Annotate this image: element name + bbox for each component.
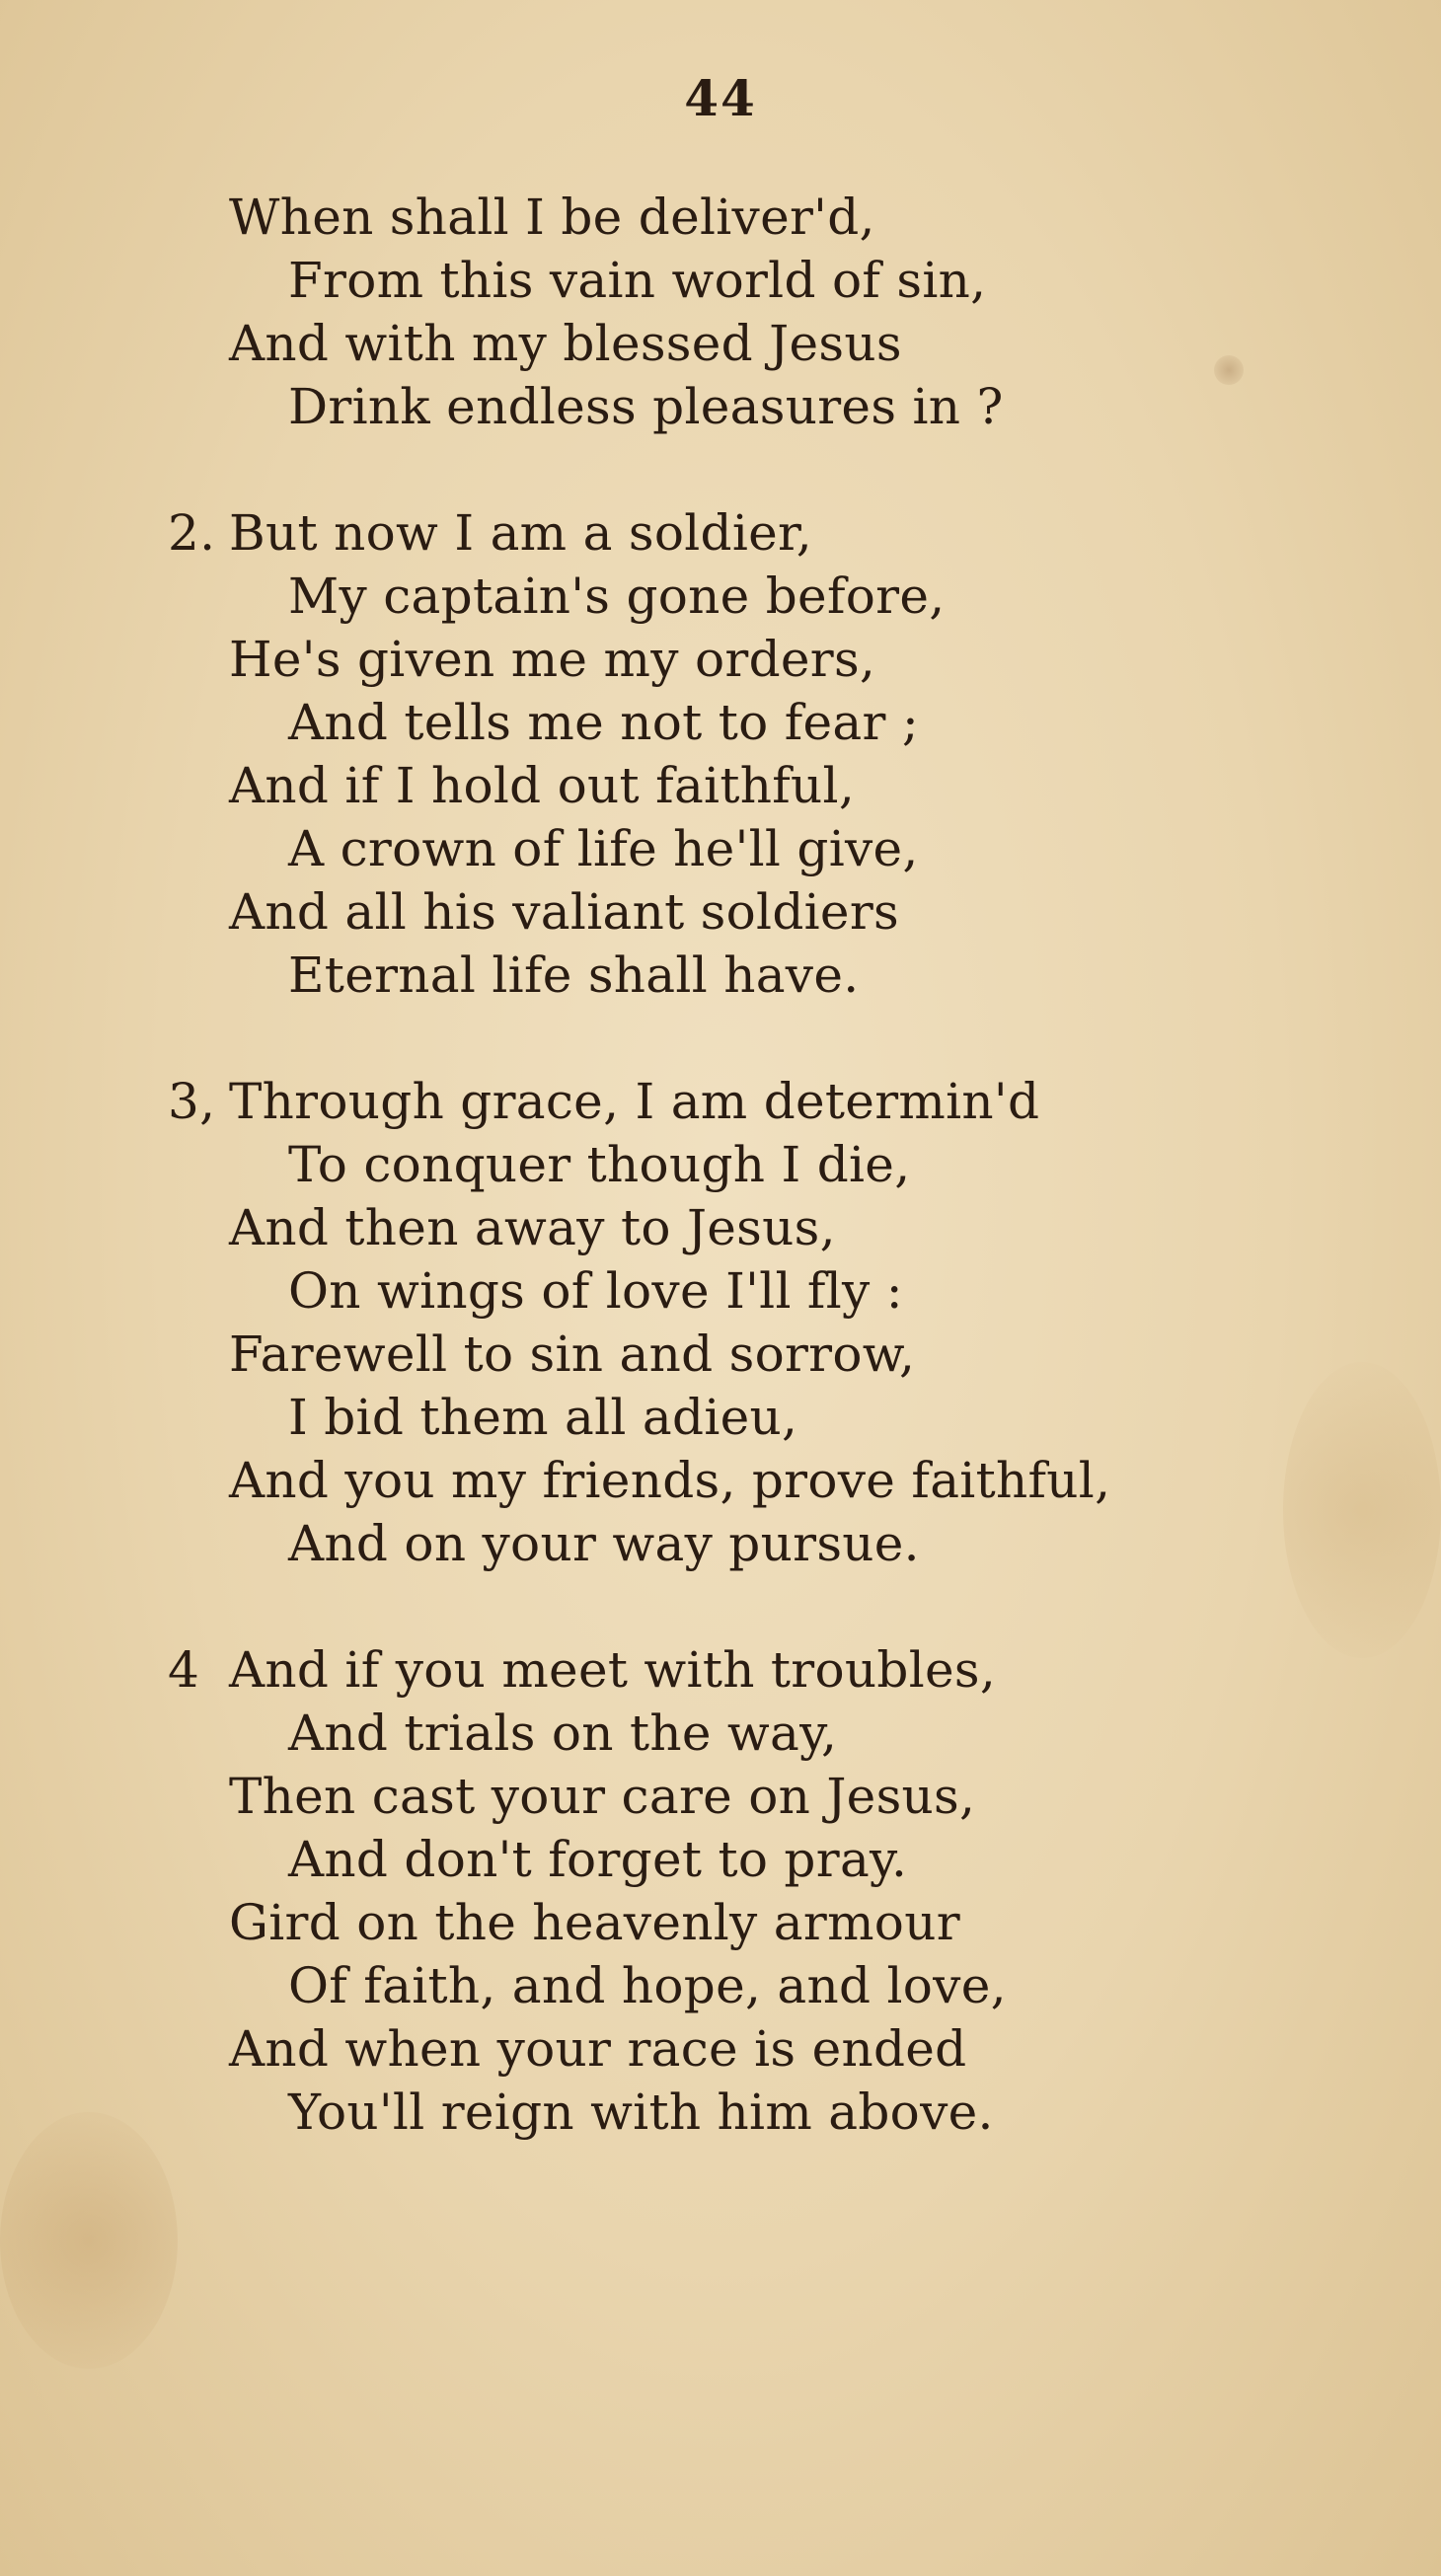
stanza-number: 2. xyxy=(168,504,216,562)
hymn-text xyxy=(0,186,1441,2207)
verse-line: Eternal life shall have. xyxy=(288,947,860,1004)
verse-line: To conquer though I die, xyxy=(288,1136,911,1193)
stanza-number: 4 xyxy=(168,1641,200,1699)
stanza-3 xyxy=(0,1070,1441,1575)
verse-line: From this vain world of sin, xyxy=(288,252,987,309)
verse-line: 2. But now I am a soldier, xyxy=(0,501,1441,565)
verse-line: Drink endless pleasures in ? xyxy=(288,378,1004,435)
verse-line: And if I hold out faithful, xyxy=(229,757,856,814)
verse-line: Of faith, and hope, and love, xyxy=(288,1957,1007,2014)
verse-line: On wings of love I'll fly : xyxy=(288,1262,903,1320)
verse-line: You'll reign with him above. xyxy=(288,2084,994,2141)
verse-line: My captain's gone before, xyxy=(288,568,946,625)
verse-line: And when your race is ended xyxy=(229,2020,967,2078)
verse-line: 3, Through grace, I am determin'd xyxy=(0,1070,1441,1133)
verse-line: And then away to Jesus, xyxy=(229,1199,836,1256)
verse-line: And with my blessed Jesus xyxy=(229,315,902,372)
verse-line: And you my friends, prove faithful, xyxy=(229,1452,1111,1509)
verse-line: And trials on the way, xyxy=(288,1705,838,1762)
verse-line: Then cast your care on Jesus, xyxy=(229,1768,976,1825)
verse-line: And don't forget to pray. xyxy=(288,1831,908,1888)
verse-line: I bid them all adieu, xyxy=(288,1389,798,1446)
verse-line: And on your way pursue. xyxy=(288,1515,920,1572)
stanza-1 xyxy=(0,186,1441,438)
stanza-4 xyxy=(0,1638,1441,2144)
verse-line: He's given me my orders, xyxy=(229,631,876,688)
verse-line: And all his valiant soldiers xyxy=(229,883,899,941)
verse-line: A crown of life he'll give, xyxy=(288,820,919,877)
stanza-number: 3, xyxy=(168,1073,216,1130)
verse-line: Farewell to sin and sorrow, xyxy=(229,1326,916,1383)
verse-line: 4 And if you meet with troubles, xyxy=(0,1638,1441,1702)
verse-line: And tells me not to fear ; xyxy=(288,694,920,751)
stanza-2 xyxy=(0,501,1441,1007)
page-number: 44 xyxy=(684,69,757,127)
verse-line: When shall I be deliver'd, xyxy=(229,189,875,246)
verse-line: Gird on the heavenly armour xyxy=(229,1894,960,1951)
